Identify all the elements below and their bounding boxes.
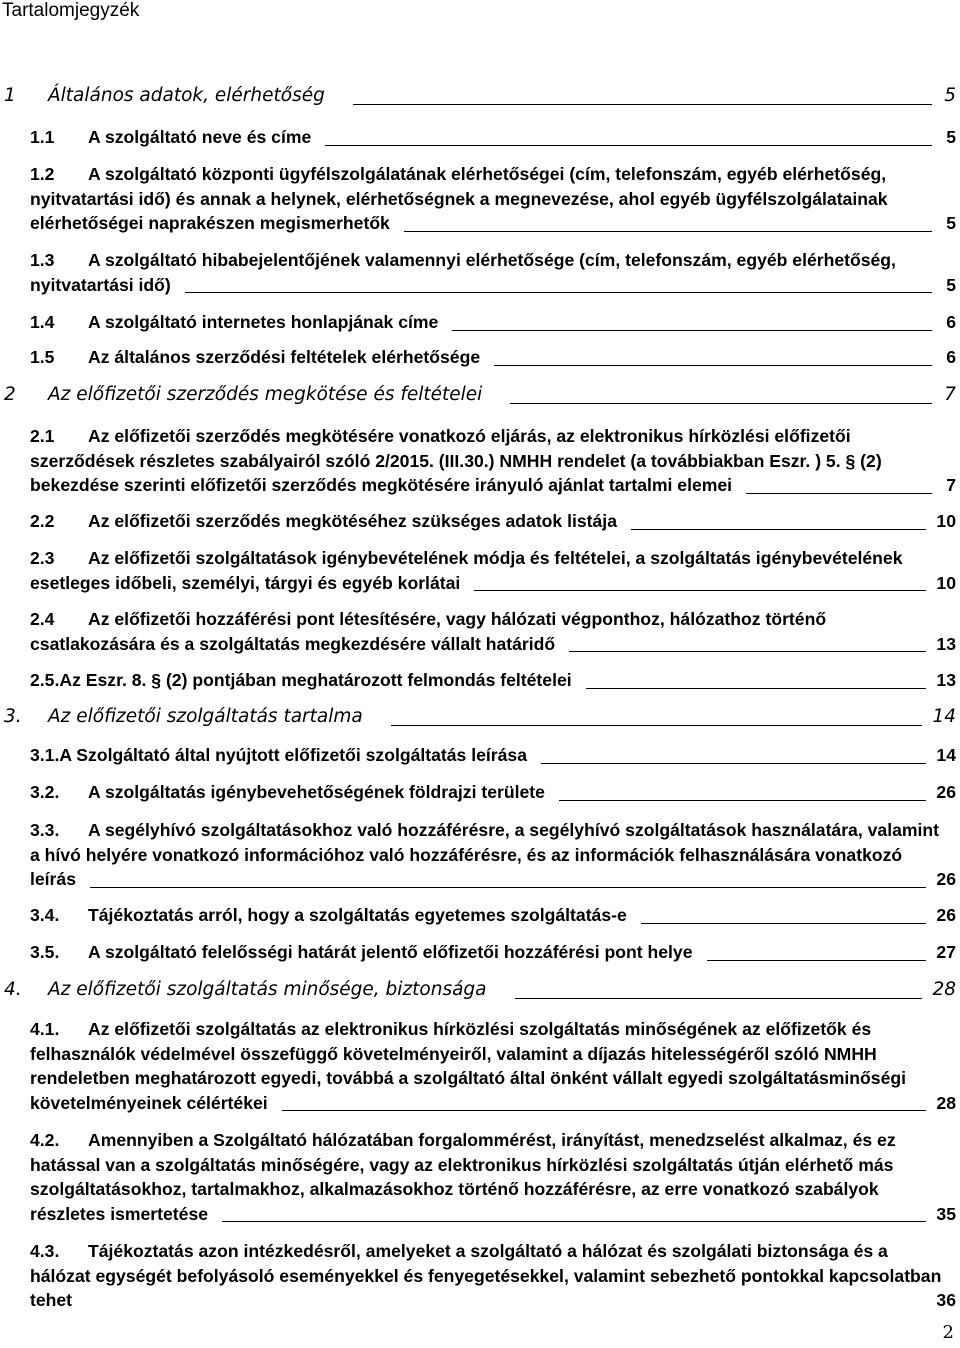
toc-entry-title-line: Az előfizetői szolgáltatások igénybevételének módja és feltételei, a szolgáltatás igénybevételének xyxy=(88,548,903,568)
toc-entry-title-line: nyitvatartási idő) és annak a helynek, elérhetőségnek a megnevezése, ahol egyéb ügyfélszolgálatainak xyxy=(30,188,888,209)
toc-entry-1-3[interactable] xyxy=(30,248,956,297)
dot-leader xyxy=(452,306,932,331)
toc-entry-3-4[interactable] xyxy=(30,903,956,928)
toc-page-number: 26 xyxy=(936,869,956,889)
toc-title: Tartalomjegyzék xyxy=(2,0,140,21)
toc-entry-title: Általános adatok, elérhetőség xyxy=(48,85,325,106)
dot-leader xyxy=(631,505,926,530)
toc-entry-3-5[interactable] xyxy=(30,940,956,965)
toc-entry-title: A szolgáltató internetes honlapjának címe xyxy=(88,312,439,332)
toc-entry-title-line: Tájékoztatás azon intézkedésről, amelyeket a szolgáltató a hálózat és szolgálati biztonsága és a xyxy=(88,1241,888,1261)
toc-entry-1-1[interactable] xyxy=(30,125,956,150)
toc-entry-3[interactable] xyxy=(4,705,956,730)
dot-leader xyxy=(510,379,932,404)
toc-entry-1-2[interactable] xyxy=(30,162,956,236)
toc-entry-number: 2 xyxy=(4,384,16,405)
dot-leader xyxy=(222,1198,926,1223)
toc-entry-title-line: szerződések részletes szabályairól szóló 2/2015. (III.30.) NMHH rendelet (a továbbiakban Eszr. ) 5. § (2) xyxy=(30,450,882,471)
toc-entry-title-line: felhasználók védelmével összefüggő követelményeiről, valamint a díjazás hitelességéről szóló NMHH xyxy=(30,1043,877,1064)
toc-page-number: 26 xyxy=(936,905,956,925)
page-number: 2 xyxy=(942,1322,954,1343)
toc-entry-number: 1.1 xyxy=(30,127,55,147)
toc-entry-4-1[interactable] xyxy=(30,1017,956,1115)
toc-entry-number: 2.3 xyxy=(30,548,55,568)
toc-entry-number: 2.1 xyxy=(30,426,55,446)
toc-entry-number: 3.5. xyxy=(30,942,60,962)
dot-leader xyxy=(404,207,932,232)
toc-entry-1-5[interactable] xyxy=(30,345,956,370)
toc-entry-title-line: hálózat egységét befolyásoló eseményekkel és fenyegetésekkel, valamint sebezhető pontokkal kapcsolatban xyxy=(30,1265,942,1286)
toc-page-number: 13 xyxy=(936,670,956,690)
dot-leader xyxy=(586,664,927,689)
toc-page-number: 14 xyxy=(936,745,956,765)
toc-page-number: 28 xyxy=(932,979,956,1000)
toc-entry-title-line: esetleges időbeli, személyi, tárgyi és egyéb korlátai xyxy=(30,572,461,593)
toc-entry-3-2[interactable] xyxy=(30,780,956,805)
toc-page-number: 7 xyxy=(944,384,956,405)
toc-entry-title-line: a hívó helyére vonatkozó információhoz való hozzáférésre, és az információk felhasználására vonatkozó xyxy=(30,844,903,865)
toc-entry-title-line: Az előfizetői szolgáltatás az elektronikus hírközlési szolgáltatás minőségének az előfizetők és xyxy=(88,1019,872,1039)
toc-entry-title-line: rendeletben meghatározott egyedi, továbbá a szolgáltató által önként vállalt egyedi szolgáltatásminőségi xyxy=(30,1068,906,1088)
toc-entry-number: 4.3. xyxy=(30,1241,60,1261)
toc-entry-title: Az előfizetői szolgáltatás tartalma xyxy=(48,706,363,727)
toc-page-number: 5 xyxy=(946,127,956,147)
toc-entry-number: 4. xyxy=(4,979,22,1000)
toc-entry-number: 4.1. xyxy=(30,1019,60,1039)
toc-entry-title: Az általános szerződési feltételek elérhetősége xyxy=(88,347,481,367)
toc-entry-title-line: csatlakozására és a szolgáltatás megkezdésére vállalt határidő xyxy=(30,633,556,654)
toc-entry-title-line: Az előfizetői szerződés megkötésére vonatkozó eljárás, az elektronikus hírközlési előfizetői xyxy=(88,426,851,446)
dot-leader xyxy=(541,739,926,764)
toc-entry-1[interactable] xyxy=(4,84,956,109)
toc-entry-number: 3.1. xyxy=(30,745,60,765)
toc-entry-2-2[interactable] xyxy=(30,509,956,534)
toc-entry-number: 3.4. xyxy=(30,905,60,925)
toc-entry-title: Az Eszr. 8. § (2) pontjában meghatározott felmondás feltételei xyxy=(59,670,572,690)
toc-entry-number: 1.5 xyxy=(30,347,55,367)
toc-page-number: 6 xyxy=(946,312,956,332)
toc-page-number: 7 xyxy=(946,475,956,495)
toc-page-number: 36 xyxy=(936,1290,956,1310)
toc-entry-2-3[interactable] xyxy=(30,546,956,595)
toc-entry-2-1[interactable] xyxy=(30,424,956,498)
toc-entry-number: 1.4 xyxy=(30,312,55,332)
toc-entry-title: Az előfizetői szerződés megkötéséhez szükséges adatok listája xyxy=(88,511,617,531)
toc-entry-title-line: nyitvatartási idő) xyxy=(30,274,171,295)
toc-entry-4-2[interactable] xyxy=(30,1128,956,1226)
toc-entry-title-line: részletes ismertetése xyxy=(30,1203,209,1224)
toc-page-number: 10 xyxy=(936,572,956,593)
toc-page-number: 5 xyxy=(944,85,956,106)
dot-leader xyxy=(391,701,923,726)
toc-entry-title-line: leírás xyxy=(30,869,76,889)
toc-entry-2-5[interactable] xyxy=(30,668,956,693)
toc-entry-title-line: A segélyhívó szolgáltatásokhoz való hozzáférésre, a segélyhívó szolgáltatások használatára, valamint xyxy=(88,820,940,840)
toc-entry-number: 2.4 xyxy=(30,609,55,629)
toc-page-number: 35 xyxy=(936,1203,956,1224)
dot-leader xyxy=(353,80,932,105)
dot-leader xyxy=(641,899,927,924)
dot-leader xyxy=(282,1087,927,1112)
toc-page-number: 28 xyxy=(936,1092,956,1113)
toc-entry-title-line: szolgáltatásokhoz, tartalmakhoz, alkalmazásokhoz történő hozzáférésre, az erre vonatkozó szabályok xyxy=(30,1179,879,1199)
dot-leader xyxy=(474,567,926,592)
toc-entry-4-3[interactable] xyxy=(30,1239,956,1313)
dot-leader xyxy=(185,269,932,294)
toc-entry-title: Az előfizetői szolgáltatás minősége, biztonsága xyxy=(48,979,487,1000)
dot-leader xyxy=(325,121,932,146)
toc-page-number: 6 xyxy=(946,347,956,367)
toc-page-number: 27 xyxy=(936,942,956,962)
toc-page-number: 5 xyxy=(946,274,956,295)
toc-entry-number: 3.2. xyxy=(30,782,60,802)
toc-entry-title: A szolgáltató neve és címe xyxy=(88,127,312,147)
toc-page-number: 5 xyxy=(946,213,956,233)
toc-entry-number: 1.3 xyxy=(30,250,55,270)
toc-entry-title-line: hatással van a szolgáltatás minőségére, vagy az elektronikus hírközlési szolgáltatás útján elérhető más xyxy=(30,1154,894,1175)
toc-entry-number: 1.2 xyxy=(30,164,55,184)
dot-leader xyxy=(559,776,927,801)
toc-entry-number: 1 xyxy=(4,85,16,106)
toc-entry-3-3[interactable] xyxy=(30,818,956,892)
toc-page-number: 26 xyxy=(936,782,956,802)
toc-page-number: 13 xyxy=(936,633,956,654)
toc-entry-title: A Szolgáltató által nyújtott előfizetői szolgáltatás leírása xyxy=(59,745,527,765)
dot-leader xyxy=(494,341,932,366)
toc-entry-title-line: A szolgáltató hibabejelentőjének valamennyi elérhetősége (cím, telefonszám, egyéb elérhetőség, xyxy=(88,250,896,270)
toc-entry-2[interactable] xyxy=(4,383,956,408)
toc-entry-number: 4.2. xyxy=(30,1130,60,1150)
toc-entry-title-line: elérhetőségei naprakészen megismerhetők xyxy=(30,213,390,233)
dot-leader xyxy=(515,974,923,999)
toc-entry-title-line: követelményeinek célértékei xyxy=(30,1092,268,1113)
toc-entry-title: A szolgáltató felelősségi határát jelentő előfizetői hozzáférési pont helye xyxy=(88,942,693,962)
toc-entry-number: 2.2 xyxy=(30,511,55,531)
toc-entry-title: Az előfizetői szerződés megkötése és feltételei xyxy=(48,384,483,405)
dot-leader xyxy=(707,936,927,961)
toc-entry-3-1[interactable] xyxy=(30,743,956,768)
toc-entry-title-line: Amennyiben a Szolgáltató hálózatában forgalommérést, irányítást, menedzselést alkalmaz, és ez xyxy=(88,1130,896,1150)
toc-entry-number: 3.3. xyxy=(30,820,60,840)
toc-page-number: 10 xyxy=(936,511,956,531)
dot-leader xyxy=(569,628,926,653)
toc-entry-2-4[interactable] xyxy=(30,607,956,656)
dot-leader xyxy=(746,469,932,494)
toc-entry-1-4[interactable] xyxy=(30,310,956,335)
toc-entry-4[interactable] xyxy=(4,978,956,1003)
toc-entry-number: 3. xyxy=(4,706,22,727)
dot-leader xyxy=(90,863,926,888)
toc-entry-title: A szolgáltatás igénybevehetőségének földrajzi területe xyxy=(88,782,545,802)
toc-entry-title: Tájékoztatás arról, hogy a szolgáltatás egyetemes szolgáltatás-e xyxy=(88,905,627,925)
toc-entry-title-line: tehet xyxy=(30,1290,73,1310)
toc-entry-title-line: bekezdése szerinti előfizetői szerződés megkötésére irányuló ajánlat tartalmi elemei xyxy=(30,475,733,495)
toc-entry-number: 2.5. xyxy=(30,670,60,690)
toc-page-number: 14 xyxy=(932,706,956,727)
toc-entry-title-line: Az előfizetői hozzáférési pont létesítésére, vagy hálózati végponthoz, hálózathoz történő xyxy=(88,609,827,629)
toc-entry-title-line: A szolgáltató központi ügyfélszolgálatának elérhetőségei (cím, telefonszám, egyéb elérhetőség, xyxy=(88,164,887,184)
